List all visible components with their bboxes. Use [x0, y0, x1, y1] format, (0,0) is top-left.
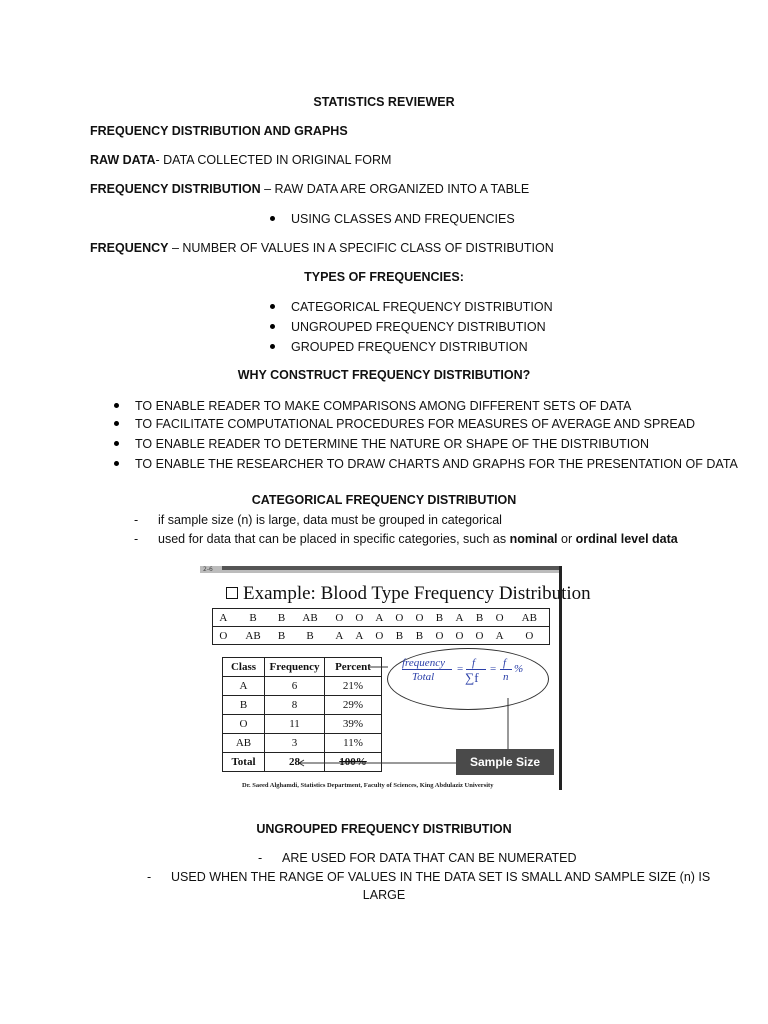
table-cell: A — [369, 609, 389, 627]
table-cell: 39% — [325, 715, 382, 734]
table-cell: Total — [223, 753, 265, 772]
table-cell: 21% — [325, 677, 382, 696]
table-cell: 8 — [265, 696, 325, 715]
table-cell: O — [510, 627, 550, 645]
table-cell: O — [490, 609, 510, 627]
column-header-class: Class — [223, 658, 265, 677]
figure-page-number: 2-6 — [203, 566, 213, 573]
table-cell: 11 — [265, 715, 325, 734]
list-item: - if sample size (n) is large, data must be grouped in categorical — [134, 513, 502, 527]
heading-frequency-distribution-graphs: FREQUENCY DISTRIBUTION AND GRAPHS — [90, 124, 348, 138]
raw-data-definition: RAW DATA- DATA COLLECTED IN ORIGINAL FORM — [90, 153, 392, 167]
table-cell: O — [213, 627, 234, 645]
table-cell: B — [272, 609, 291, 627]
table-cell: O — [470, 627, 490, 645]
list-item: TO ENABLE THE RESEARCHER TO DRAW CHARTS AND GRAPHS FOR THE PRESENTATION OF DATA — [114, 456, 738, 472]
bullet-icon — [114, 441, 119, 446]
table-cell: A — [223, 677, 265, 696]
table-cell: B — [389, 627, 409, 645]
table-cell: AB — [234, 627, 273, 645]
bullet-icon — [270, 216, 275, 221]
table-cell: O — [369, 627, 389, 645]
list-item: USING CLASSES AND FREQUENCIES — [270, 211, 515, 227]
list-item: GROUPED FREQUENCY DISTRIBUTION — [270, 339, 528, 355]
table-cell: AB — [291, 609, 330, 627]
table-cell: AB — [223, 734, 265, 753]
list-item: TO FACILITATE COMPUTATIONAL PROCEDURES FOR MEASURES OF AVERAGE AND SPREAD — [114, 416, 695, 432]
table-cell: B — [272, 627, 291, 645]
table-cell: AB — [510, 609, 550, 627]
table-cell: 6 — [265, 677, 325, 696]
list-item: CATEGORICAL FREQUENCY DISTRIBUTION — [270, 299, 553, 315]
bullet-icon — [114, 403, 119, 408]
table-cell: A — [349, 627, 369, 645]
table-cell: B — [470, 609, 490, 627]
column-header-percent: Percent — [325, 658, 382, 677]
figure-footer: Dr. Saeed Alghamdi, Statistics Department, Faculty of Sciences, King Abdulaziz University — [242, 782, 494, 789]
table-cell: 28 — [265, 753, 325, 772]
column-header-frequency: Frequency — [265, 658, 325, 677]
list-item: TO ENABLE READER TO MAKE COMPARISONS AMONG DIFFERENT SETS OF DATA — [114, 398, 631, 414]
table-cell: B — [234, 609, 273, 627]
table-cell: 3 — [265, 734, 325, 753]
table-cell: A — [329, 627, 349, 645]
table-cell: B — [409, 627, 429, 645]
bullet-icon — [270, 304, 275, 309]
table-cell: O — [223, 715, 265, 734]
table-cell: B — [223, 696, 265, 715]
frequency-definition: FREQUENCY – NUMBER OF VALUES IN A SPECIFIC CLASS OF DISTRIBUTION — [90, 241, 554, 255]
bullet-icon — [270, 344, 275, 349]
blood-type-figure: 2-6 Example: Blood Type Frequency Distribution A B B AB O O A O O B A B O AB O AB B B A A O B B O O O A O Class Frequency Percent A 6 21% B 8 29% O 11 39% AB 3 11% Total 28 100% frequency Total = f ∑f = f n % Sample Size Dr. Saeed Alghamdi, Statistics Department, Faculty of Sciences, King Abdulaziz University — [200, 566, 562, 790]
table-cell: A — [449, 609, 469, 627]
why-heading: WHY CONSTRUCT FREQUENCY DISTRIBUTION? — [237, 368, 531, 382]
table-cell: B — [429, 609, 449, 627]
table-cell: A — [490, 627, 510, 645]
table-cell: A — [213, 609, 234, 627]
list-item: TO ENABLE READER TO DETERMINE THE NATURE OR SHAPE OF THE DISTRIBUTION — [114, 436, 649, 452]
types-heading: TYPES OF FREQUENCIES: — [304, 270, 464, 284]
table-cell: O — [329, 609, 349, 627]
sample-size-label: Sample Size — [456, 749, 554, 775]
table-cell: 100% — [325, 753, 382, 772]
categorical-heading: CATEGORICAL FREQUENCY DISTRIBUTION — [251, 493, 517, 507]
table-cell: 29% — [325, 696, 382, 715]
ungrouped-heading: UNGROUPED FREQUENCY DISTRIBUTION — [256, 822, 512, 836]
list-item: - used for data that can be placed in specific categories, such as nominal or ordinal level data — [134, 532, 678, 546]
frequency-distribution-definition: FREQUENCY DISTRIBUTION – RAW DATA ARE ORGANIZED INTO A TABLE — [90, 182, 530, 196]
bullet-icon — [114, 461, 119, 466]
list-item-continuation: LARGE — [362, 888, 406, 902]
figure-title: Example: Blood Type Frequency Distribution — [226, 583, 591, 605]
list-item: - ARE USED FOR DATA THAT CAN BE NUMERATED — [258, 851, 577, 865]
table-cell: O — [449, 627, 469, 645]
bullet-icon — [114, 421, 119, 426]
table-cell: 11% — [325, 734, 382, 753]
page-title: STATISTICS REVIEWER — [313, 95, 455, 109]
table-cell: B — [291, 627, 330, 645]
table-cell: O — [429, 627, 449, 645]
table-cell: O — [349, 609, 369, 627]
table-cell: O — [409, 609, 429, 627]
list-item: - USED WHEN THE RANGE OF VALUES IN THE DATA SET IS SMALL AND SAMPLE SIZE (n) IS — [147, 870, 711, 884]
table-cell: O — [389, 609, 409, 627]
list-item: UNGROUPED FREQUENCY DISTRIBUTION — [270, 319, 546, 335]
bullet-icon — [270, 324, 275, 329]
